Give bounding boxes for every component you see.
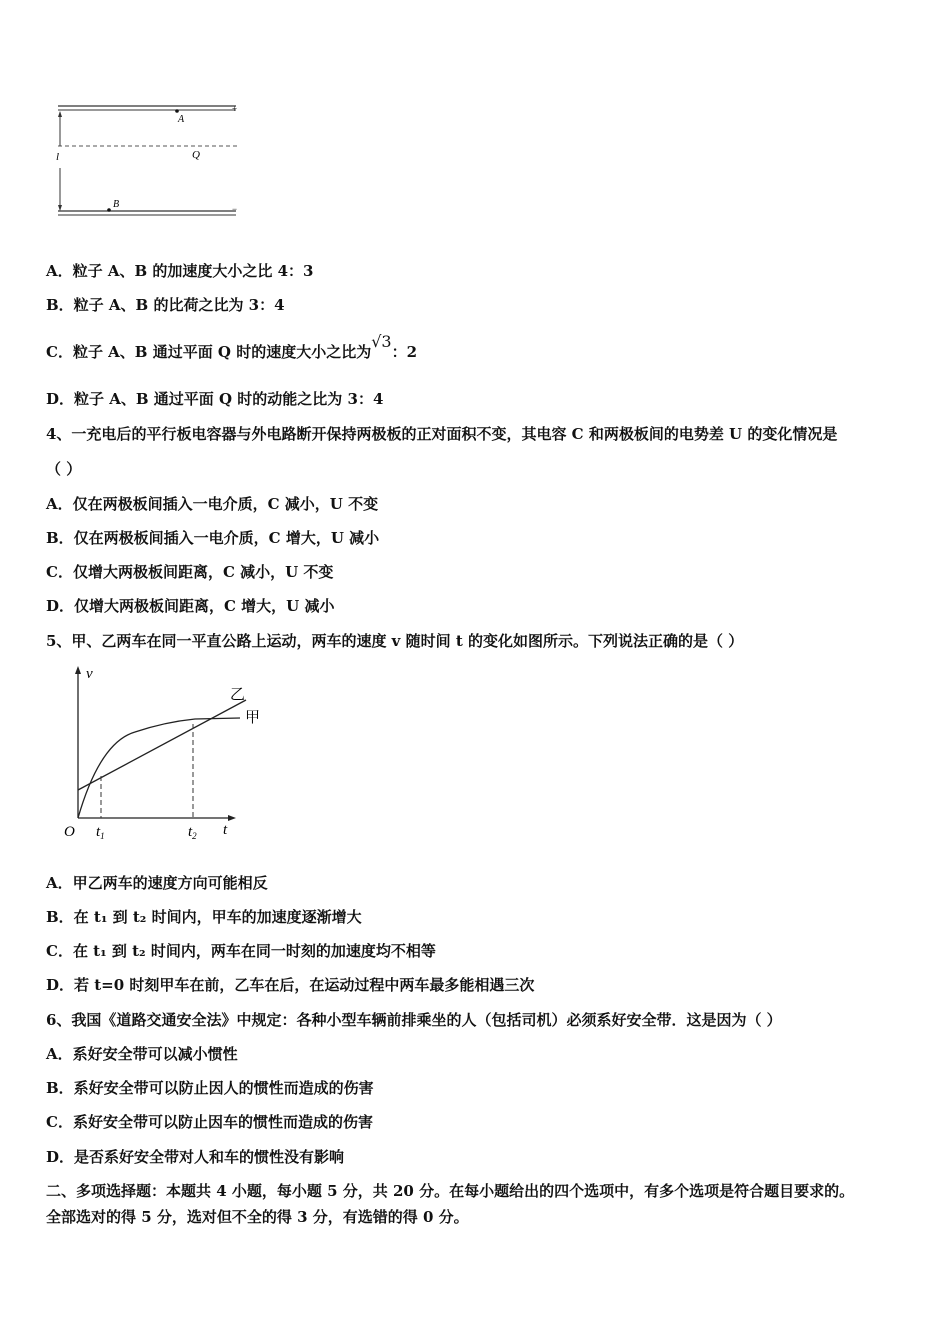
t1-subscript: 1: [100, 831, 105, 841]
arrow-head-up: [58, 111, 62, 117]
label-a: A: [178, 114, 185, 125]
q4-option-c: C．仅增大两极板间距离，C 减小，U 不变: [46, 563, 334, 581]
q4-option-b: B．仅在两极板间插入一电介质，C 增大，U 减小: [46, 529, 380, 547]
yi-label: 乙: [230, 687, 246, 703]
top-plate-sign: +: [232, 104, 238, 114]
line-yi: [78, 700, 246, 790]
jia-label: 甲: [245, 710, 261, 726]
q3-option-c-ratio: ：2: [391, 343, 418, 361]
sqrt-three: √3: [371, 332, 392, 351]
particle-b: [107, 208, 111, 212]
q3-option-c-text: C．粒子 A、B 通过平面 Q 时的速度大小之比为: [46, 343, 372, 361]
origin-label: O: [64, 824, 75, 840]
t-axis-arrow: [228, 815, 236, 821]
curve-jia: [78, 718, 240, 818]
t-axis-label: t: [223, 822, 228, 838]
v-axis-label: v: [86, 666, 93, 682]
q5-option-c: C．在 t₁ 到 t₂ 时间内，两车在同一时刻的加速度均不相等: [46, 942, 436, 960]
t2-letter: t: [188, 824, 193, 840]
q4-option-a: A．仅在两极板间插入一电介质，C 减小，U 不变: [46, 495, 379, 513]
q5-option-b: B．在 t₁ 到 t₂ 时间内，甲车的加速度逐渐增大: [46, 908, 362, 926]
arrow-head-down: [58, 205, 62, 211]
q6-option-b: B．系好安全带可以防止因人的惯性而造成的伤害: [46, 1079, 374, 1097]
q3-option-c: [46, 332, 418, 362]
particle-a: [175, 109, 179, 113]
label-b: B: [113, 199, 120, 210]
q6-stem: 6、我国《道路交通安全法》中规定：各种小型车辆前排乘坐的人（包括司机）必须系好安全带．这是因为（ ）: [46, 1011, 782, 1029]
q5-option-d: D．若 t=0 时刻甲车在前，乙车在后，在运动过程中两车最多能相遇三次: [46, 976, 535, 994]
label-q: Q: [192, 149, 200, 161]
distance-label: l: [56, 151, 60, 163]
t1-letter: t: [96, 824, 101, 840]
q6-option-c: C．系好安全带可以防止因车的惯性而造成的伤害: [46, 1113, 373, 1131]
t2-label: [188, 824, 197, 841]
q3-option-a: A．粒子 A、B 的加速度大小之比 4：3: [46, 262, 314, 280]
q6-option-d: D．是否系好安全带对人和车的惯性没有影响: [46, 1148, 345, 1166]
q3-option-d: D．粒子 A、B 通过平面 Q 时的动能之比为 3：4: [46, 390, 384, 408]
section2-scoring: 全部选对的得 5 分，选对但不全的得 3 分，有选错的得 0 分。: [46, 1208, 469, 1226]
q5-option-a: A．甲乙两车的速度方向可能相反: [46, 874, 268, 892]
q3-option-b: B．粒子 A、B 的比荷之比为 3：4: [46, 296, 285, 314]
q4-stem: 4、一充电后的平行板电容器与外电路断开保持两极板的正对面积不变，其电容 C 和两极板间的电势差 U 的变化情况是: [46, 425, 838, 443]
bottom-plate-sign: −: [232, 204, 238, 214]
t1-label: [96, 824, 105, 841]
t2-subscript: 2: [192, 831, 197, 841]
q6-option-a: A．系好安全带可以减小惯性: [46, 1045, 238, 1063]
v-axis-arrow: [75, 666, 81, 674]
q5-stem: 5、甲、乙两车在同一平直公路上运动，两车的速度 v 随时间 t 的变化如图所示。下列说法正确的是（ ）: [46, 632, 744, 650]
velocity-time-graph: [60, 662, 270, 852]
q4-option-d: D．仅增大两极板间距离，C 增大，U 减小: [46, 597, 335, 615]
q4-bracket: （ ）: [46, 460, 82, 478]
capacitor-figure: [50, 98, 250, 223]
section2-heading: 二、多项选择题：本题共 4 小题，每小题 5 分，共 20 分。在每小题给出的四个选项中，有多个选项是符合题目要求的。: [46, 1182, 855, 1200]
